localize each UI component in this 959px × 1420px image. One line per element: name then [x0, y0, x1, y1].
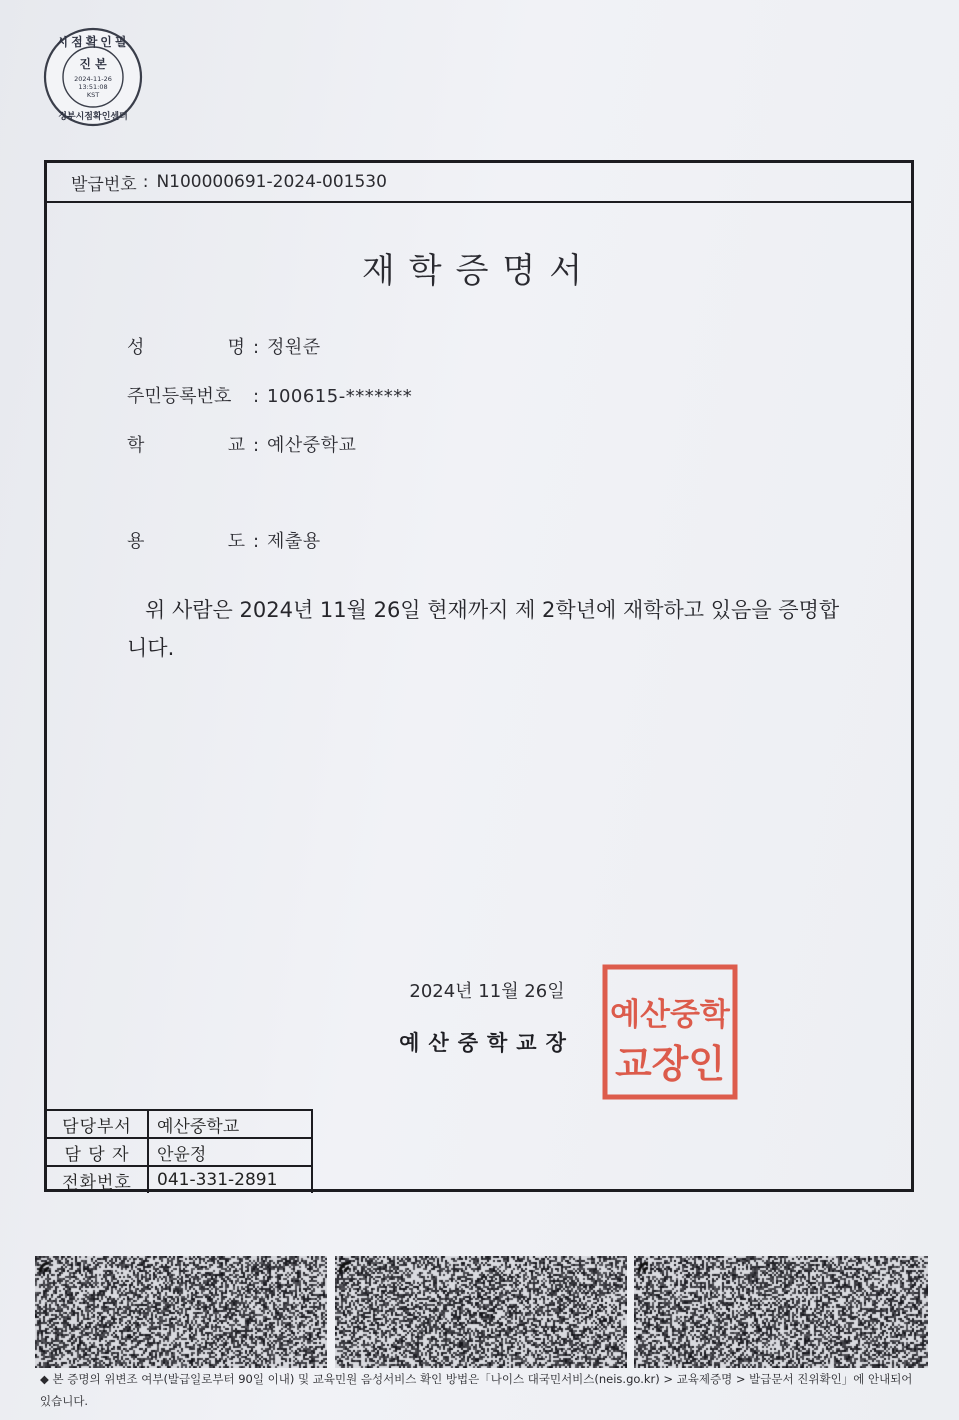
field-name-value: 정원준 [267, 337, 321, 358]
issue-number-colon: : [142, 172, 149, 192]
issue-date: 2024년 11월 26일 [409, 981, 565, 1002]
field-colon: : [252, 435, 260, 456]
security-barcode-1 [35, 1256, 327, 1368]
field-colon: : [252, 337, 260, 358]
field-resident-number-label: 주민등록번호 [127, 386, 232, 407]
contact-value-phone: 041-331-2891 [148, 1166, 312, 1193]
seal-center-text: 진 본 [79, 57, 107, 71]
seal-date: 2024-11-26 [74, 75, 112, 83]
issue-number-value: N100000691-2024-001530 [156, 172, 387, 192]
verification-footnote: ◆ 본 증명의 위변조 여부(발급일로부터 90일 이내) 및 교육민원 음성서비스 확인 방법은「나이스 대국민서비스(neis.go.kr) > 교육제증명 > 발급문서 진위확인」에 안내되어 있습니다. [40, 1372, 913, 1408]
seal-top-text: 시점확인필 [56, 35, 130, 49]
field-school-label: 학 교 [127, 435, 245, 456]
field-purpose-label: 용 도 [127, 531, 245, 552]
field-resident-number-value: 100615-******* [267, 386, 413, 407]
contact-table [47, 1109, 313, 1193]
document-title: 재학증명서 [361, 251, 597, 291]
issue-number-row [47, 163, 911, 203]
issue-number-label: 발급번호 [71, 174, 137, 195]
time-verification-seal [42, 26, 144, 128]
contact-value-person: 안윤정 [148, 1138, 312, 1166]
certificate-frame [44, 160, 914, 1192]
contact-value-department: 예산중학교 [148, 1110, 312, 1138]
security-barcode-3 [634, 1256, 928, 1368]
field-purpose-value: 제출용 [267, 531, 321, 552]
table-row [47, 1138, 312, 1166]
seal-bottom-text: 정부시점확인센터 [58, 112, 128, 122]
seal-timezone: KST [86, 91, 100, 99]
security-barcode-2 [335, 1256, 627, 1368]
field-school [127, 431, 356, 457]
official-seal [601, 963, 739, 1101]
field-resident-number [127, 382, 412, 408]
field-purpose [127, 527, 321, 553]
contact-key-phone: 전화번호 [47, 1166, 148, 1193]
field-name-label: 성 명 [127, 337, 245, 358]
seal-time: 13:51:08 [78, 83, 108, 91]
official-seal-line1: 예산중학 [610, 997, 730, 1033]
table-row [47, 1110, 312, 1138]
field-name [127, 333, 321, 359]
official-seal-line2: 교장인 [614, 1042, 726, 1086]
field-colon: : [252, 386, 260, 407]
field-school-value: 예산중학교 [267, 435, 357, 456]
field-colon: : [252, 531, 260, 552]
issuer-name: 예산중학교장 [399, 1031, 575, 1055]
table-row [47, 1166, 312, 1193]
certification-statement: 위 사람은 2024년 11월 26일 현재까지 제 2학년에 재학하고 있음을 증명합니다. [127, 598, 840, 660]
contact-key-person: 담 당 자 [47, 1138, 148, 1166]
contact-key-department: 담당부서 [47, 1110, 148, 1138]
